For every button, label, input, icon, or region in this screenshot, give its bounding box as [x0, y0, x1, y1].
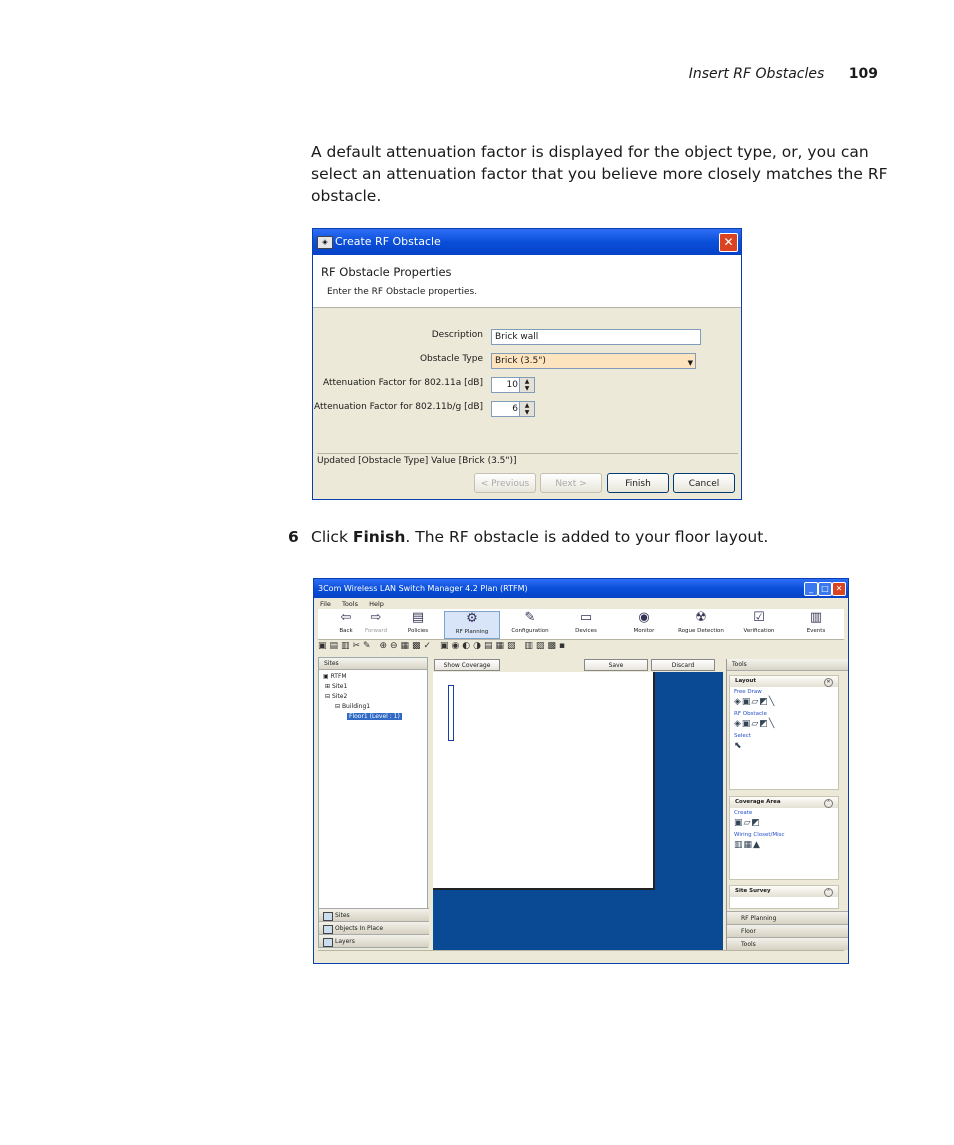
app-titlebar [314, 579, 848, 598]
minimize-icon[interactable]: _ [804, 582, 818, 596]
coverage-area-group [729, 796, 839, 880]
discard-button[interactable]: Discard [651, 659, 715, 671]
site-tree [319, 670, 427, 724]
show-coverage-areas-checkbox[interactable]: Show Coverage [434, 659, 500, 671]
spinner-arrows-icon[interactable]: ▲ ▼ [519, 378, 534, 392]
create-tools[interactable]: ▣▱◩ [734, 818, 761, 828]
tools-panel [726, 659, 848, 950]
att-a-stepper[interactable] [491, 377, 535, 393]
tree-item-building1[interactable]: ⊟ Building1 [335, 703, 371, 710]
floor-plan[interactable] [433, 672, 655, 890]
wiring-closet-label: Wiring Closet/Misc [734, 832, 785, 838]
nav-verification[interactable]: ☑ Verification [731, 611, 787, 634]
nav-back[interactable]: ⇦ Back [318, 611, 374, 634]
section-title: Insert RF Obstacles [688, 66, 825, 82]
configuration-icon: ✎ [524, 610, 536, 625]
page-number: 109 [848, 66, 878, 82]
events-icon: ▥ [809, 610, 823, 625]
step-number: 6 [288, 528, 299, 546]
finish-button[interactable]: Finish [607, 473, 669, 493]
nav-forward[interactable]: ⇨ Forward [348, 611, 404, 634]
status-message: Updated [Obstacle Type] Value [Brick (3.5")] [317, 453, 738, 466]
step-text-post: . The RF obstacle is added to your floor layout. [405, 528, 769, 546]
description-label: Description [431, 330, 483, 340]
step-text-pre: Click [311, 528, 353, 546]
status-bar [318, 950, 844, 961]
obstacle-type-value: Brick (3.5") [495, 356, 546, 366]
collapse-icon[interactable]: ⌃ [824, 799, 833, 808]
monitor-icon: ◉ [638, 610, 650, 625]
app-title: 3Com Wireless LAN Switch Manager 4.2 Plan (RTFM) [318, 584, 528, 593]
select-arrow-icon[interactable]: ⬉ [734, 741, 743, 751]
expand-icon[interactable]: ⌃ [824, 888, 833, 897]
step-text-bold: Finish [352, 528, 406, 546]
chevron-down-icon: ▼ [687, 359, 693, 367]
floor-canvas[interactable] [433, 672, 723, 950]
rf-planning-icon: ⚙ [466, 611, 478, 626]
dialog-heading: RF Obstacle Properties [321, 265, 452, 279]
create-rf-obstacle-dialog [312, 228, 742, 500]
dialog-subheading: Enter the RF Obstacle properties. [327, 287, 478, 297]
tree-item-floor1[interactable]: Floor1 (Level : 1) [349, 713, 400, 720]
policies-icon: ▤ [411, 610, 425, 625]
att-a-label: Attenuation Factor for 802.11a [dB] [322, 378, 483, 388]
wiring-closet-tools[interactable]: ▥▦▲ [734, 840, 761, 850]
nav-rogue-detection[interactable]: ☢ Rogue Detection [673, 611, 729, 634]
verification-icon: ☑ [753, 610, 765, 625]
wlan-manager-window [313, 578, 849, 964]
cancel-button[interactable]: Cancel [673, 473, 735, 493]
att-bg-label: Attenuation Factor for 802.11b/g [dB] [314, 402, 483, 412]
dialog-titlebar [313, 229, 741, 255]
close-icon[interactable]: ✕ [832, 582, 846, 596]
menu-file[interactable]: File [320, 600, 331, 608]
dialog-header [313, 255, 741, 308]
tab-objects-in-place[interactable]: Objects In Place [319, 921, 429, 934]
sites-panel [318, 657, 428, 948]
nav-monitor[interactable]: ◉ Monitor [616, 611, 672, 634]
spinner-arrows-icon[interactable]: ▲ ▼ [519, 402, 534, 416]
free-draw-tools[interactable]: ◈▣▱◩╲ [734, 697, 776, 707]
obstacle-type-select[interactable] [491, 353, 696, 369]
rf-obstacle-tools[interactable]: ◈▣▱◩╲ [734, 719, 776, 729]
rf-obstacle-brick-wall[interactable] [448, 685, 454, 741]
free-draw-label: Free Draw [734, 689, 762, 695]
att-a-value: 10 [506, 380, 518, 390]
obstacle-type-label: Obstacle Type [419, 354, 483, 364]
collapse-icon[interactable]: ✕ [824, 678, 833, 687]
maximize-icon[interactable]: □ [818, 582, 832, 596]
page-header [689, 66, 878, 82]
tab-rf-planning[interactable]: RF Planning [727, 911, 848, 924]
devices-icon: ▭ [579, 610, 593, 625]
tab-sites[interactable]: Sites [319, 908, 429, 921]
tree-item-site1[interactable]: ⊞ Site1 [325, 683, 348, 690]
site-survey-group [729, 885, 839, 909]
next-button[interactable]: Next > [540, 473, 602, 493]
layers-icon [323, 938, 333, 947]
close-icon[interactable]: ✕ [719, 233, 738, 252]
nav-devices[interactable]: ▭ Devices [558, 611, 614, 634]
description-input[interactable]: Brick wall [491, 329, 701, 345]
layout-group-header[interactable]: Layout ✕ [730, 676, 838, 687]
rf-obstacle-label: RF Obstacle [734, 711, 767, 717]
select-label: Select [734, 733, 751, 739]
forward-icon: ⇨ [370, 610, 382, 625]
tree-item-rtfm[interactable]: ▣ RTFM [323, 673, 347, 680]
menu-tools[interactable]: Tools [341, 600, 358, 608]
menu-help[interactable]: Help [369, 600, 384, 608]
att-bg-value: 6 [512, 404, 518, 414]
create-label: Create [734, 810, 753, 816]
objects-icon [323, 925, 333, 934]
previous-button[interactable]: < Previous [474, 473, 536, 493]
body-paragraph: A default attenuation factor is displayed for the object type, or, you can select an attenuation factor that you believe more closely matches the RF obstacle. [311, 143, 888, 205]
app-icon: ◈ [317, 236, 333, 249]
rogue-detection-icon: ☢ [695, 610, 707, 625]
tab-floor[interactable]: Floor [727, 924, 848, 937]
tab-tools[interactable]: Tools [727, 937, 848, 950]
step-6 [288, 528, 768, 546]
dialog-title: Create RF Obstacle [335, 235, 441, 248]
save-button[interactable]: Save [584, 659, 648, 671]
att-bg-stepper[interactable] [491, 401, 535, 417]
nav-policies[interactable]: ▤ Policies [390, 611, 446, 634]
nav-configuration[interactable]: ✎ Configuration [502, 611, 558, 634]
nav-toolbar [318, 609, 844, 640]
sites-panel-header: Sites [319, 658, 427, 670]
coverage-area-header[interactable]: Coverage Area ⌃ [730, 797, 838, 808]
nav-rf-planning[interactable]: ⚙ RF Planning [444, 611, 500, 639]
site-survey-header[interactable]: Site Survey ⌃ [730, 886, 838, 897]
drawing-toolbar[interactable]: ▣▤▥✂✎ ⊕⊖▦▩✓ ▣◉◐◑▤▦▧ ▥▨▩▪ [318, 641, 568, 651]
back-icon: ⇦ [340, 610, 352, 625]
sites-icon [323, 912, 333, 921]
tab-layers[interactable]: Layers [319, 934, 429, 947]
tools-panel-header: Tools [727, 659, 848, 671]
nav-events[interactable]: ▥ Events [788, 611, 844, 634]
tree-item-site2[interactable]: ⊟ Site2 [325, 693, 348, 700]
layout-group [729, 675, 839, 790]
